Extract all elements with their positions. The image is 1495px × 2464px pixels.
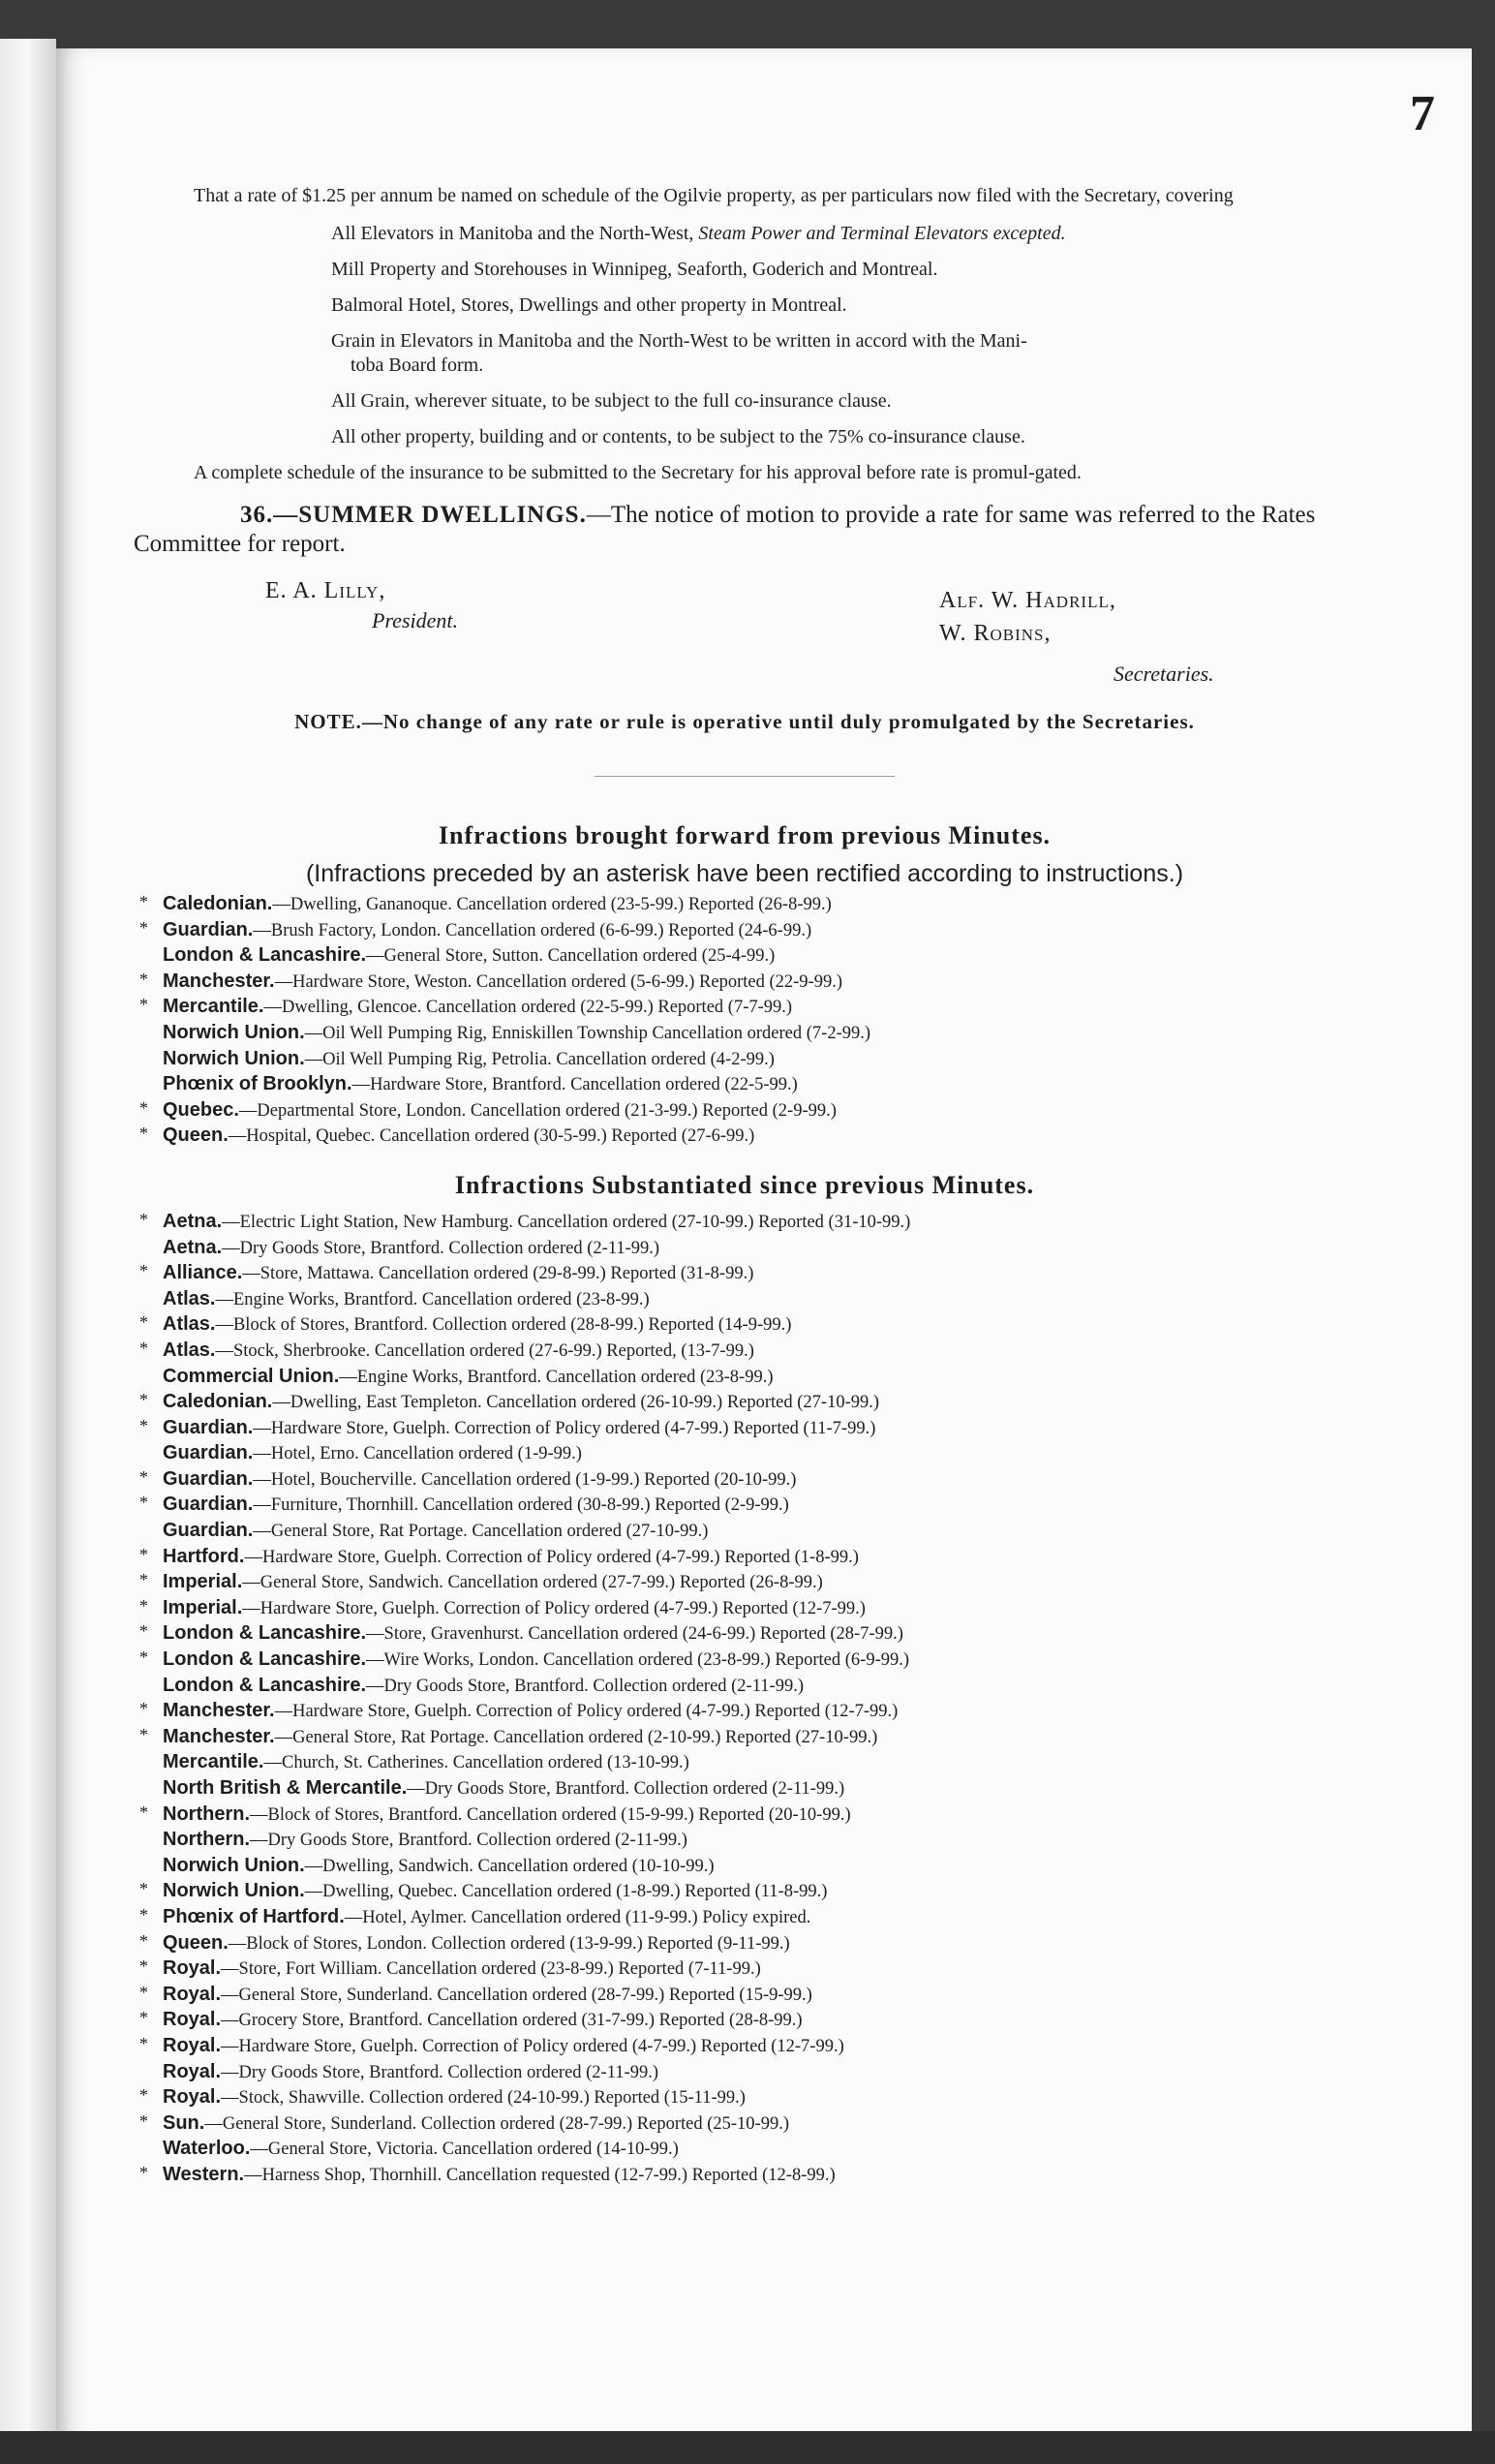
infraction-entry bbox=[134, 1750, 1356, 1776]
asterisk-marker: * bbox=[139, 2008, 148, 2028]
asterisk-marker: * bbox=[139, 969, 148, 989]
infraction-entry bbox=[134, 943, 1356, 970]
infraction-entry bbox=[134, 1956, 1356, 1983]
asterisk-marker: * bbox=[139, 1724, 148, 1744]
infraction-details: —Dry Goods Store, Brantford. Collection ordered (2-11-99.) bbox=[250, 1831, 687, 1851]
infraction-details: —Engine Works, Brantford. Cancellation ordered (23-8-99.) bbox=[215, 1289, 650, 1309]
asterisk-marker: * bbox=[139, 1390, 148, 1410]
asterisk-marker: * bbox=[139, 2162, 148, 2182]
infraction-details: —Engine Works, Brantford. Cancellation ordered (23-8-99.) bbox=[339, 1367, 774, 1387]
infraction-details: —General Store, Sunderland. Collection ordered (28-7-99.) Reported (25-10-99.) bbox=[204, 2113, 789, 2134]
company-name: Guardian. bbox=[163, 1416, 254, 1438]
infraction-entry bbox=[134, 1124, 1356, 1150]
infraction-details: —General Store, Sandwich. Cancellation ordered (27-7-99.) Reported (26-8-99.) bbox=[242, 1573, 823, 1593]
company-name: Hartford. bbox=[163, 1545, 245, 1567]
company-name: Queen. bbox=[163, 1124, 229, 1147]
company-name: Queen. bbox=[163, 1931, 229, 1954]
infraction-entry bbox=[134, 1210, 1356, 1236]
infraction-details: —Departmental Store, London. Cancellation ordered (21-3-99.) Reported (2-9-99.) bbox=[238, 1100, 837, 1121]
asterisk-marker: * bbox=[139, 1904, 148, 1925]
infraction-entry bbox=[134, 1047, 1356, 1073]
infraction-details: —Store, Mattawa. Cancellation ordered (29-8-99.) Reported (31-8-99.) bbox=[242, 1264, 754, 1284]
infraction-entry bbox=[134, 1596, 1356, 1622]
company-name: Norwich Union. bbox=[163, 1854, 305, 1876]
infraction-entry bbox=[134, 1287, 1356, 1313]
infraction-entry bbox=[134, 2008, 1356, 2034]
infraction-entry bbox=[134, 1236, 1356, 1262]
secretary-name: W. Robins, bbox=[939, 621, 1052, 646]
company-name: Imperial. bbox=[163, 1571, 243, 1593]
scan-left-margin bbox=[0, 39, 56, 2431]
asterisk-marker: * bbox=[139, 1338, 148, 1358]
infraction-details: —Hotel, Aylmer. Cancellation ordered (11-9-99.) Policy expired. bbox=[344, 1907, 811, 1927]
ogilvie-item: All Grain, wherever situate, to be subject to the full co-insurance clause. bbox=[331, 390, 892, 412]
infraction-entry bbox=[134, 1725, 1356, 1751]
infraction-entry bbox=[134, 1931, 1356, 1957]
scan-bottom-edge bbox=[0, 2431, 1495, 2464]
secretaries-title: Secretaries. bbox=[1114, 662, 1214, 686]
infraction-details: —Hardware Store, Guelph. Correction of Policy ordered (4-7-99.) Reported (11-7-99.) bbox=[253, 1418, 876, 1438]
divider bbox=[595, 776, 895, 777]
infraction-entry bbox=[134, 2163, 1356, 2189]
asterisk-marker: * bbox=[139, 2033, 148, 2053]
document-page bbox=[56, 48, 1472, 2441]
company-name: Aetna. bbox=[163, 1236, 223, 1258]
company-name: Atlas. bbox=[163, 1313, 216, 1336]
infraction-details: —General Store, Rat Portage. Cancellation ordered (2-10-99.) Reported (27-10-99.) bbox=[274, 1727, 878, 1747]
company-name: Royal. bbox=[163, 2034, 222, 2056]
infraction-details: —Dry Goods Store, Brantford. Collection ordered (2-11-99.) bbox=[407, 1779, 845, 1799]
asterisk-marker: * bbox=[139, 1097, 148, 1118]
infraction-details: —Stock, Sherbrooke. Cancellation ordered (27-6-99.) Reported, (13-7-99.) bbox=[215, 1340, 754, 1361]
infraction-details: —Brush Factory, London. Cancellation ordered (6-6-99.) Reported (24-6-99.) bbox=[253, 920, 812, 940]
infraction-entry bbox=[134, 1854, 1356, 1880]
company-name: Waterloo. bbox=[163, 2138, 251, 2160]
infraction-details: —Hardware Store, Guelph. Correction of Policy ordered (4-7-99.) Reported (12-7-99.) bbox=[221, 2036, 844, 2056]
infraction-details: —Hotel, Erno. Cancellation ordered (1-9-99.) bbox=[253, 1444, 582, 1464]
summer-dwellings-notice bbox=[134, 501, 1356, 559]
asterisk-marker: * bbox=[139, 892, 148, 911]
infraction-entry bbox=[134, 918, 1356, 944]
company-name: Mercantile. bbox=[163, 996, 264, 1018]
brought-forward-list bbox=[134, 892, 1356, 1150]
infraction-entry bbox=[134, 892, 1356, 918]
asterisk-marker: * bbox=[139, 1930, 148, 1951]
ogilvie-item: All Elevators in Manitoba and the North-West, Steam Power and Terminal Elevators excepted. bbox=[331, 223, 1066, 244]
asterisk-marker: * bbox=[139, 1802, 148, 1822]
infraction-entry bbox=[134, 1441, 1356, 1467]
infraction-details: —Dwelling, Gananoque. Cancellation ordered (23-5-99.) Reported (26-8-99.) bbox=[272, 895, 832, 914]
signatures bbox=[134, 578, 1356, 694]
company-name: Manchester. bbox=[163, 1700, 275, 1722]
infraction-details: —Dry Goods Store, Brantford. Collection ordered (2-11-99.) bbox=[222, 1238, 660, 1258]
brought-forward-intro: (Infractions preceded by an asterisk have been rectified according to instructions.) bbox=[305, 860, 1184, 887]
infraction-details: —Hardware Store, Guelph. Correction of Policy ordered (4-7-99.) Reported (12-7-99.) bbox=[274, 1702, 899, 1722]
infraction-details: —Hospital, Quebec. Cancellation ordered (30-5-99.) Reported (27-6-99.) bbox=[228, 1126, 755, 1147]
infraction-details: —Block of Stores, Brantford. Cancellation ordered (15-9-99.) Reported (20-10-99.) bbox=[250, 1804, 851, 1825]
infraction-entry bbox=[134, 1467, 1356, 1494]
infraction-entry bbox=[134, 2085, 1356, 2111]
infraction-entry bbox=[134, 2137, 1356, 2163]
company-name: Alliance. bbox=[163, 1262, 243, 1284]
infraction-details: —Harness Shop, Thornhill. Cancellation requested (12-7-99.) Reported (12-8-99.) bbox=[244, 2165, 836, 2185]
asterisk-marker: * bbox=[139, 995, 148, 1015]
infraction-entry bbox=[134, 1339, 1356, 1365]
company-name: Manchester. bbox=[163, 970, 275, 992]
infraction-details: —Electric Light Station, New Hamburg. Cancellation ordered (27-10-99.) Reported (31-10-99.) bbox=[222, 1212, 911, 1232]
company-name: Aetna. bbox=[163, 1210, 223, 1232]
infraction-entry bbox=[134, 1261, 1356, 1287]
infraction-details: —General Store, Sutton. Cancellation ordered (25-4-99.) bbox=[366, 946, 776, 967]
company-name: Phœnix of Brooklyn. bbox=[163, 1073, 352, 1095]
infraction-details: —Furniture, Thornhill. Cancellation ordered (30-8-99.) Reported (2-9-99.) bbox=[253, 1495, 789, 1516]
company-name: Royal. bbox=[163, 2009, 222, 2031]
note: NOTE.—No change of any rate or rule is operative until duly promulgated by the Secretaries. bbox=[294, 710, 1195, 733]
asterisk-marker: * bbox=[139, 1209, 148, 1229]
infraction-entry bbox=[134, 2034, 1356, 2060]
company-name: Phœnix of Hartford. bbox=[163, 1905, 345, 1927]
company-name: North British & Mercantile. bbox=[163, 1777, 408, 1799]
infraction-details: —Church, St. Catherines. Cancellation ordered (13-10-99.) bbox=[263, 1753, 689, 1773]
infraction-entry bbox=[134, 995, 1356, 1021]
president-title: President. bbox=[372, 608, 458, 632]
company-name: Guardian. bbox=[163, 1520, 254, 1542]
infraction-entry bbox=[134, 1519, 1356, 1545]
ogilvie-item: Mill Property and Storehouses in Winnipeg, Seaforth, Goderich and Montreal. bbox=[331, 259, 938, 280]
infraction-details: —Hardware Store, Guelph. Correction of Policy ordered (4-7-99.) Reported (12-7-99.) bbox=[242, 1598, 866, 1618]
company-name: London & Lancashire. bbox=[163, 1674, 367, 1696]
ogilvie-intro: That a rate of $1.25 per annum be named on schedule of the Ogilvie property, as per particulars now filed with the Secretary, covering bbox=[194, 185, 1234, 206]
company-name: Norwich Union. bbox=[163, 1047, 305, 1069]
company-name: London & Lancashire. bbox=[163, 1622, 367, 1645]
page-content bbox=[134, 184, 1356, 2189]
company-name: Royal. bbox=[163, 1983, 222, 2005]
infraction-entry bbox=[134, 1674, 1356, 1700]
notice-text: —The notice of motion to provide a rate for same was referred to the Rates Committee for report. bbox=[134, 502, 1316, 557]
infraction-entry bbox=[134, 1493, 1356, 1519]
asterisk-marker: * bbox=[139, 1124, 148, 1144]
ogilvie-item: Balmoral Hotel, Stores, Dwellings and other property in Montreal. bbox=[331, 294, 847, 316]
asterisk-marker: * bbox=[139, 1312, 148, 1333]
infraction-entry bbox=[134, 1621, 1356, 1648]
asterisk-marker: * bbox=[139, 1261, 148, 1281]
brought-forward-heading: Infractions brought forward from previous Minutes. bbox=[438, 821, 1052, 849]
company-name: Manchester. bbox=[163, 1725, 275, 1747]
asterisk-marker: * bbox=[139, 1466, 148, 1487]
infraction-details: —Stock, Shawville. Collection ordered (24-10-99.) Reported (15-11-99.) bbox=[221, 2088, 746, 2109]
infraction-details: —Wire Works, London. Cancellation ordered (23-8-99.) Reported (6-9-99.) bbox=[366, 1650, 910, 1671]
company-name: Royal. bbox=[163, 1957, 222, 1980]
company-name: Atlas. bbox=[163, 1287, 216, 1309]
asterisk-marker: * bbox=[139, 1493, 148, 1513]
secretary-name: Alf. W. Hadrill, bbox=[939, 588, 1116, 613]
infraction-details: —Store, Fort William. Cancellation ordered (23-8-99.) Reported (7-11-99.) bbox=[221, 1959, 761, 1980]
ogilvie-schedule bbox=[134, 222, 1356, 449]
asterisk-marker: * bbox=[139, 1570, 148, 1590]
infraction-entry bbox=[134, 1098, 1356, 1124]
asterisk-marker: * bbox=[139, 2110, 148, 2131]
company-name: Atlas. bbox=[163, 1339, 216, 1361]
infraction-entry bbox=[134, 1905, 1356, 1931]
infraction-details: —General Store, Victoria. Cancellation ordered (14-10-99.) bbox=[250, 2140, 679, 2160]
company-name: Royal. bbox=[163, 2086, 222, 2109]
company-name: Guardian. bbox=[163, 1494, 254, 1516]
infraction-entry bbox=[134, 1312, 1356, 1339]
company-name: Guardian. bbox=[163, 1442, 254, 1464]
notice-heading: 36.—SUMMER DWELLINGS. bbox=[240, 502, 587, 528]
infraction-details: —General Store, Sunderland. Cancellation ordered (28-7-99.) Reported (15-9-99.) bbox=[221, 1985, 812, 2005]
secretaries-signature bbox=[939, 584, 1214, 691]
infraction-details: —General Store, Rat Portage. Cancellation ordered (27-10-99.) bbox=[253, 1522, 709, 1542]
asterisk-marker: * bbox=[139, 1544, 148, 1564]
company-name: Norwich Union. bbox=[163, 1880, 305, 1902]
infraction-entry bbox=[134, 1072, 1356, 1098]
infraction-details: —Block of Stores, London. Collection ordered (13-9-99.) Reported (9-11-99.) bbox=[228, 1933, 790, 1954]
infraction-entry bbox=[134, 1828, 1356, 1854]
company-name: London & Lancashire. bbox=[163, 944, 367, 967]
asterisk-marker: * bbox=[139, 1879, 148, 1899]
infraction-details: —Block of Stores, Brantford. Collection ordered (28-8-99.) Reported (14-9-99.) bbox=[215, 1315, 792, 1336]
infraction-details: —Dwelling, East Templeton. Cancellation ordered (26-10-99.) Reported (27-10-99.) bbox=[272, 1393, 880, 1413]
asterisk-marker: * bbox=[139, 1595, 148, 1616]
infraction-entry bbox=[134, 970, 1356, 996]
infraction-details: —Oil Well Pumping Rig, Petrolia. Cancellation ordered (4-2-99.) bbox=[304, 1049, 775, 1069]
company-name: Caledonian. bbox=[163, 1391, 273, 1413]
asterisk-marker: * bbox=[139, 1982, 148, 2002]
company-name: Caledonian. bbox=[163, 893, 273, 914]
infraction-details: —Dry Goods Store, Brantford. Collection ordered (2-11-99.) bbox=[221, 2062, 658, 2082]
asterisk-marker: * bbox=[139, 2085, 148, 2106]
substantiated-heading: Infractions Substantiated since previous Minutes. bbox=[454, 1170, 1035, 1199]
infraction-entry bbox=[134, 1021, 1356, 1047]
company-name: Norwich Union. bbox=[163, 1021, 305, 1043]
infraction-details: —Hardware Store, Guelph. Correction of Policy ordered (4-7-99.) Reported (1-8-99.) bbox=[244, 1547, 859, 1567]
company-name: Guardian. bbox=[163, 918, 254, 940]
infraction-details: —Dwelling, Glencoe. Cancellation ordered (22-5-99.) Reported (7-7-99.) bbox=[263, 998, 793, 1018]
infraction-entry bbox=[134, 2060, 1356, 2086]
infraction-entry bbox=[134, 1545, 1356, 1571]
president-name: E. A. Lilly, bbox=[265, 578, 386, 603]
ogilvie-item: Grain in Elevators in Manitoba and the North-West to be written in accord with the Mani- toba Board form. bbox=[331, 330, 1027, 376]
asterisk-marker: * bbox=[139, 1956, 148, 1977]
infraction-entry bbox=[134, 1776, 1356, 1802]
company-name: Northern. bbox=[163, 1829, 250, 1851]
company-name: Northern. bbox=[163, 1802, 250, 1825]
infraction-entry bbox=[134, 1699, 1356, 1725]
ogilvie-closing: A complete schedule of the insurance to be submitted to the Secretary for his approval before rate is promul-gated. bbox=[194, 462, 1082, 483]
president-signature bbox=[265, 578, 458, 633]
asterisk-marker: * bbox=[139, 1699, 148, 1719]
infraction-details: —Dwelling, Sandwich. Cancellation ordered (10-10-99.) bbox=[304, 1856, 715, 1876]
infraction-details: —Oil Well Pumping Rig, Enniskillen Township Cancellation ordered (7-2-99.) bbox=[304, 1023, 871, 1043]
infraction-entry bbox=[134, 1802, 1356, 1829]
company-name: Western. bbox=[163, 2163, 245, 2185]
infraction-details: —Dwelling, Quebec. Cancellation ordered (1-8-99.) Reported (11-8-99.) bbox=[304, 1882, 828, 1902]
infraction-entry bbox=[134, 1416, 1356, 1442]
company-name: Mercantile. bbox=[163, 1751, 264, 1773]
asterisk-marker: * bbox=[139, 1621, 148, 1642]
infraction-entry bbox=[134, 1570, 1356, 1596]
infraction-details: —Store, Gravenhurst. Cancellation ordered (24-6-99.) Reported (28-7-99.) bbox=[366, 1624, 903, 1645]
infraction-entry bbox=[134, 1365, 1356, 1391]
company-name: Imperial. bbox=[163, 1596, 243, 1618]
infraction-entry bbox=[134, 2111, 1356, 2138]
infraction-details: —Dry Goods Store, Brantford. Collection ordered (2-11-99.) bbox=[366, 1676, 804, 1696]
ogilvie-item: All other property, building and or contents, to be subject to the 75% co-insurance clause. bbox=[331, 426, 1025, 447]
asterisk-marker: * bbox=[139, 1415, 148, 1435]
asterisk-marker: * bbox=[139, 917, 148, 938]
infraction-entry bbox=[134, 1983, 1356, 2009]
company-name: Sun. bbox=[163, 2111, 205, 2134]
company-name: Commercial Union. bbox=[163, 1365, 340, 1387]
company-name: Royal. bbox=[163, 2060, 222, 2082]
infraction-entry bbox=[134, 1648, 1356, 1674]
infraction-details: —Grocery Store, Brantford. Cancellation ordered (31-7-99.) Reported (28-8-99.) bbox=[221, 2011, 803, 2031]
substantiated-list bbox=[134, 1210, 1356, 2189]
asterisk-marker: * bbox=[139, 1648, 148, 1668]
infraction-details: —Hardware Store, Brantford. Cancellation ordered (22-5-99.) bbox=[351, 1075, 798, 1095]
company-name: Quebec. bbox=[163, 1098, 239, 1121]
infraction-entry bbox=[134, 1390, 1356, 1416]
infraction-details: —Hotel, Boucherville. Cancellation ordered (1-9-99.) Reported (20-10-99.) bbox=[253, 1469, 797, 1490]
company-name: Guardian. bbox=[163, 1467, 254, 1490]
infraction-details: —Hardware Store, Weston. Cancellation ordered (5-6-99.) Reported (22-9-99.) bbox=[274, 971, 842, 992]
page-number: 7 bbox=[1410, 86, 1435, 141]
infraction-entry bbox=[134, 1879, 1356, 1905]
company-name: London & Lancashire. bbox=[163, 1648, 367, 1671]
